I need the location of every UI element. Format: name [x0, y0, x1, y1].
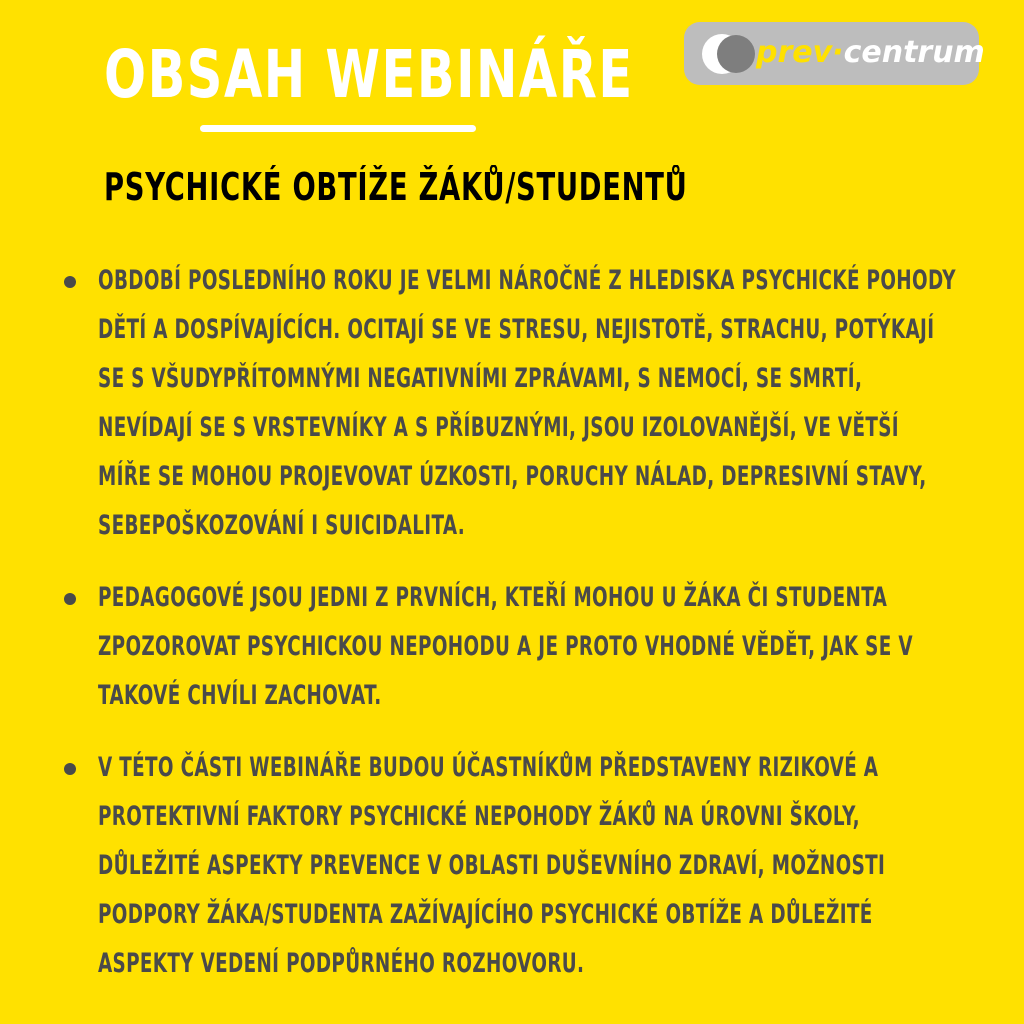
bullet-line: OBDOBÍ POSLEDNÍHO ROKU JE VELMI NÁROČNÉ Z HLEDISKA PSYCHICKÉ POHODY: [98, 265, 956, 296]
bullet-line: PROTEKTIVNÍ FAKTORY PSYCHICKÉ NEPOHODY ŽÁKŮ NA ÚROVNI ŠKOLY,: [98, 801, 860, 832]
bullet-line: PEDAGOGOVÉ JSOU JEDNI Z PRVNÍCH, KTEŘÍ MOHOU U ŽÁKA ČI STUDENTA: [98, 582, 888, 613]
bullet-dot-icon: [64, 276, 76, 288]
page-title: OBSAH WEBINÁŘE: [104, 36, 634, 113]
logo-dot-text: ·: [832, 35, 844, 70]
bullet-line: DŮLEŽITÉ ASPEKTY PREVENCE V OBLASTI DUŠEVNÍHO ZDRAVÍ, MOŽNOSTI: [98, 850, 886, 881]
bullet-line: V TÉTO ČÁSTI WEBINÁŘE BUDOU ÚČASTNÍKŮM PŘEDSTAVENY RIZIKOVÉ A: [98, 752, 879, 783]
bullet-line: ASPEKTY VEDENÍ PODPŮRNÉHO ROZHOVORU.: [98, 948, 585, 979]
section-subtitle: PSYCHICKÉ OBTÍŽE ŽÁKŮ/STUDENTŮ: [104, 165, 688, 209]
logo-prev-text: prev: [756, 35, 833, 70]
bullet-dot-icon: [64, 593, 76, 605]
bullet-line: SEBEPOŠKOZOVÁNÍ I SUICIDALITA.: [98, 510, 466, 541]
bullet-line: DĚTÍ A DOSPÍVAJÍCÍCH. OCITAJÍ SE VE STRESU, NEJISTOTĚ, STRACHU, POTÝKAJÍ: [98, 314, 935, 345]
bullet-line: PODPORY ŽÁKA/STUDENTA ZAŽÍVAJÍCÍHO PSYCHICKÉ OBTÍŽE A DŮLEŽITÉ: [98, 899, 873, 930]
bullet-line: NEVÍDAJÍ SE S VRSTEVNÍKY A S PŘÍBUZNÝMI, JSOU IZOLOVANĚJŠÍ, VE VĚTŠÍ: [98, 412, 899, 443]
bullet-line: TAKOVÉ CHVÍLI ZACHOVAT.: [98, 680, 382, 711]
logo-centrum-text: centrum: [843, 35, 985, 70]
bullet-line: ZPOZOROVAT PSYCHICKOU NEPOHODU A JE PROTO VHODNÉ VĚDĚT, JAK SE V: [98, 631, 913, 662]
bullet-line: MÍŘE SE MOHOU PROJEVOVAT ÚZKOSTI, PORUCHY NÁLAD, DEPRESIVNÍ STAVY,: [98, 461, 927, 492]
bullet-line: SE S VŠUDYPŘÍTOMNÝMI NEGATIVNÍMI ZPRÁVAMI, S NEMOCÍ, SE SMRTÍ,: [98, 363, 863, 394]
bullet-dot-icon: [64, 763, 76, 775]
